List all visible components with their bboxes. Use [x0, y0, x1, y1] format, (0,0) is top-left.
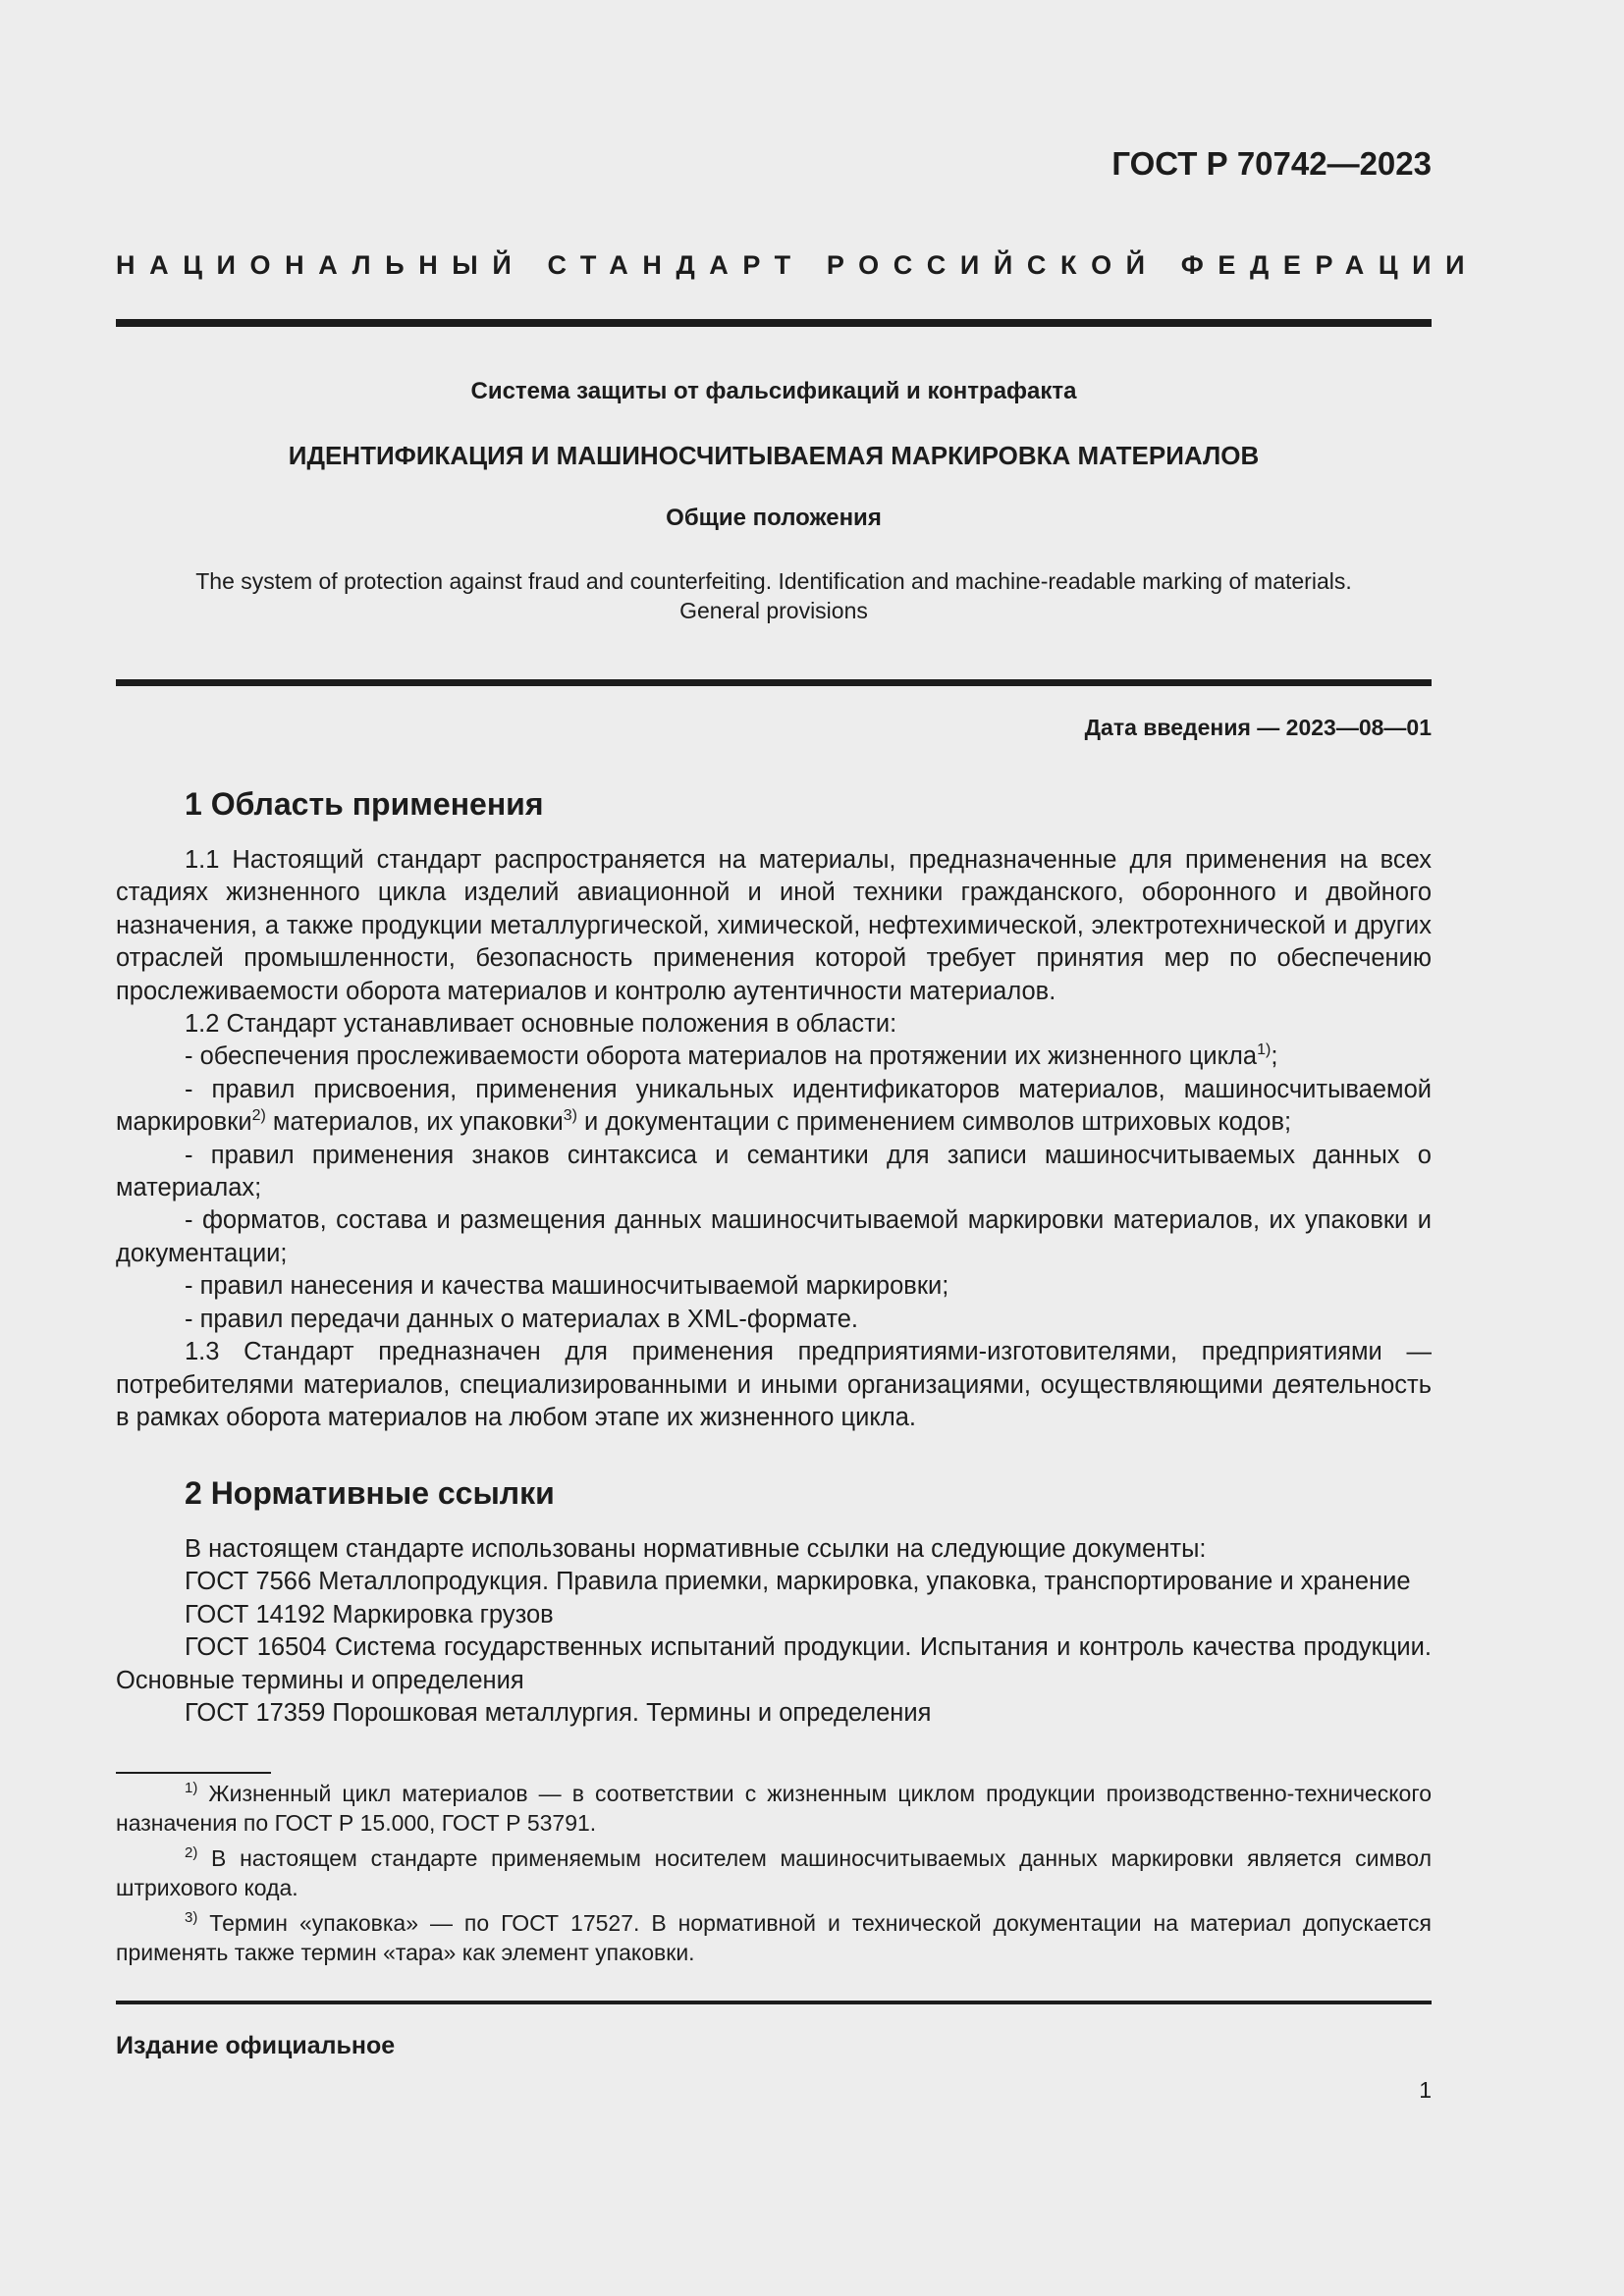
section-2-intro: В настоящем стандарте использованы нормативные ссылки на следующие документы: — [185, 1535, 1207, 1563]
list-item-xml: - правил передачи данных о материалах в XML-формате. — [185, 1305, 859, 1333]
section-2-body — [116, 1533, 1432, 1730]
section-1-body — [116, 844, 1432, 1434]
national-standard-title: НАЦИОНАЛЬНЫЙ СТАНДАРТ РОССИЙСКОЙ ФЕДЕРАЦИИ — [116, 250, 1480, 280]
normative-reference: ГОСТ 7566 Металлопродукция. Правила приемки, маркировка, упаковка, транспортирование и хранение — [185, 1568, 1411, 1596]
official-edition-label: Издание официальное — [116, 2032, 396, 2059]
footnote-ref-1: 1) — [1257, 1041, 1272, 1059]
list-item-application: - правил нанесения и качества машиносчитываемой маркировки; — [185, 1272, 949, 1301]
paragraph-1-2: 1.2 Стандарт устанавливает основные положения в области: — [185, 1010, 897, 1039]
section-1-heading: 1 Область применения — [185, 786, 544, 822]
title-rule — [116, 679, 1432, 686]
footnote-separator — [116, 1772, 271, 1774]
section-2-heading: 2 Нормативные ссылки — [185, 1475, 555, 1511]
footnote-ref-2: 2) — [251, 1107, 266, 1125]
footnote-ref-3: 3) — [563, 1107, 577, 1125]
english-title-line-1: The system of protection against fraud and counterfeiting. Identification and machine-readable marking of materials. — [195, 568, 1352, 594]
document-subtitle: Общие положения — [666, 505, 882, 531]
list-item-syntax: - правил применения знаков синтаксиса и семантики для записи машиносчитываемых данных о материалах; — [116, 1141, 1432, 1202]
header-rule — [116, 319, 1432, 327]
list-item-traceability: - обеспечения прослеживаемости оборота материалов на протяжении их жизненного цикла$^{1)}$; — [185, 1041, 1278, 1071]
section-2-heading-block — [116, 1473, 1432, 1513]
section-1-heading-block — [116, 784, 1432, 824]
series-title: Система защиты от фальсификаций и контрафакта — [470, 378, 1077, 404]
footnote-2: $^{2)}$ В настоящем стандарте применяемым носителем машиносчитываемых данных маркировки является символ штрихового кода. — [116, 1844, 1432, 1900]
document-page — [116, 0, 1480, 2296]
footnotes — [116, 1779, 1432, 1973]
normative-reference: ГОСТ 14192 Маркировка грузов — [185, 1600, 554, 1629]
list-item-formats: - форматов, состава и размещения данных машиносчитываемой маркировки материалов, их упаковки и документации; — [116, 1206, 1432, 1267]
footnote-3: $^{3)}$ Термин «упаковка» — по ГОСТ 17527. В нормативной и технической документации на материал допускается применять также термин «тара» как элемент упаковки. — [116, 1909, 1432, 1965]
list-item-identifiers: - правил присвоения, применения уникальных идентификаторов материалов, машиносчитываемой маркировки$^{2)}$ материалов, их упаковки$^{3)}$ и документации с применением символов штриховых кодов; — [116, 1075, 1432, 1137]
footer-rule — [116, 2001, 1432, 2004]
introduction-date: Дата введения — 2023—08—01 — [1084, 715, 1432, 740]
normative-reference: ГОСТ 16504 Система государственных испытаний продукции. Испытания и контроль качества продукции. Основные термины и определения — [116, 1633, 1432, 1694]
english-title-line-2: General provisions — [679, 598, 868, 623]
paragraph-1-3: 1.3 Стандарт предназначен для применения предприятиями-изготовителями, предприятиями — потребителями материалов, специализированными и иными организациями, осуществляющими деятельность в рамках оборота материалов на любом этапе их жизненного цикла. — [116, 1338, 1432, 1431]
document-number: ГОСТ Р 70742—2023 — [1111, 145, 1432, 182]
document-title: ИДЕНТИФИКАЦИЯ И МАШИНОСЧИТЫВАЕМАЯ МАРКИРОВКА МАТЕРИАЛОВ — [288, 441, 1260, 470]
footnote-1: $^{1)}$ Жизненный цикл материалов — в соответствии с жизненным циклом продукции производственно-технического назначения по ГОСТ Р 15.000, ГОСТ Р 53791. — [116, 1780, 1432, 1836]
page-number: 1 — [1419, 2077, 1432, 2103]
normative-reference: ГОСТ 17359 Порошковая металлургия. Термины и определения — [185, 1699, 932, 1728]
english-title — [116, 566, 1432, 625]
paragraph-1-1: 1.1 Настоящий стандарт распространяется на материалы, предназначенные для применения на всех стадиях жизненного цикла изделий авиационной и иной техники гражданского, оборонного и двойного назначения, а также продукции металлургической, химической, нефтехимической, электротехнической и других отраслей промышленности, безопасность применения которой требует принятия мер по обеспечению прослеживаемости оборота материалов и контролю аутентичности материалов. — [116, 846, 1432, 1005]
